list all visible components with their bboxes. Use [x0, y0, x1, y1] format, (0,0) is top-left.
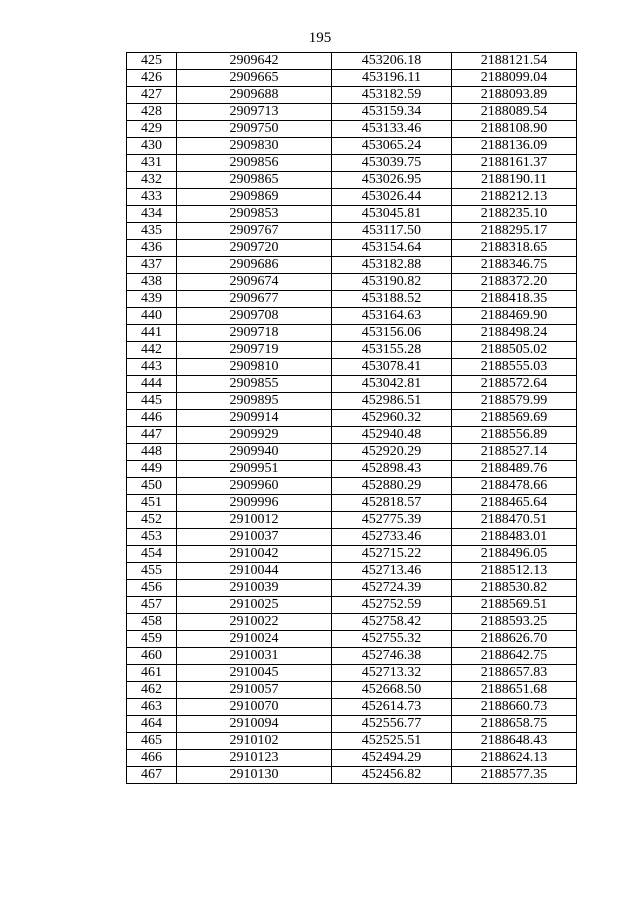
y-coordinate-cell: 2188593.25: [452, 614, 577, 631]
x-coordinate-cell: 452456.82: [332, 767, 452, 784]
id-cell: 2909674: [177, 274, 332, 291]
id-cell: 2909750: [177, 121, 332, 138]
point-number-cell: 460: [127, 648, 177, 665]
x-coordinate-cell: 452758.42: [332, 614, 452, 631]
table-row: [127, 631, 577, 648]
y-coordinate-cell: 2188318.65: [452, 240, 577, 257]
y-coordinate-cell: 2188569.51: [452, 597, 577, 614]
point-number-cell: 430: [127, 138, 177, 155]
table-row: [127, 750, 577, 767]
id-cell: 2909719: [177, 342, 332, 359]
y-coordinate-cell: 2188624.13: [452, 750, 577, 767]
id-cell: 2910044: [177, 563, 332, 580]
point-number-cell: 428: [127, 104, 177, 121]
id-cell: 2909895: [177, 393, 332, 410]
x-coordinate-cell: 452668.50: [332, 682, 452, 699]
table-row: [127, 155, 577, 172]
id-cell: 2909713: [177, 104, 332, 121]
id-cell: 2909853: [177, 206, 332, 223]
id-cell: 2909708: [177, 308, 332, 325]
table-row: [127, 546, 577, 563]
table-row: [127, 614, 577, 631]
id-cell: 2909940: [177, 444, 332, 461]
table-row: [127, 563, 577, 580]
point-number-cell: 458: [127, 614, 177, 631]
y-coordinate-cell: 2188657.83: [452, 665, 577, 682]
point-number-cell: 431: [127, 155, 177, 172]
point-number-cell: 467: [127, 767, 177, 784]
table-row: [127, 53, 577, 70]
y-coordinate-cell: 2188579.99: [452, 393, 577, 410]
y-coordinate-cell: 2188642.75: [452, 648, 577, 665]
y-coordinate-cell: 2188161.37: [452, 155, 577, 172]
point-number-cell: 456: [127, 580, 177, 597]
coordinates-table-body: [127, 53, 577, 784]
point-number-cell: 444: [127, 376, 177, 393]
x-coordinate-cell: 453078.41: [332, 359, 452, 376]
table-row: [127, 512, 577, 529]
x-coordinate-cell: 452733.46: [332, 529, 452, 546]
y-coordinate-cell: 2188496.05: [452, 546, 577, 563]
x-coordinate-cell: 452715.22: [332, 546, 452, 563]
x-coordinate-cell: 453164.63: [332, 308, 452, 325]
id-cell: 2909914: [177, 410, 332, 427]
y-coordinate-cell: 2188512.13: [452, 563, 577, 580]
point-number-cell: 443: [127, 359, 177, 376]
x-coordinate-cell: 452960.32: [332, 410, 452, 427]
y-coordinate-cell: 2188418.35: [452, 291, 577, 308]
point-number-cell: 426: [127, 70, 177, 87]
x-coordinate-cell: 452940.48: [332, 427, 452, 444]
id-cell: 2910031: [177, 648, 332, 665]
y-coordinate-cell: 2188577.35: [452, 767, 577, 784]
id-cell: 2909718: [177, 325, 332, 342]
y-coordinate-cell: 2188648.43: [452, 733, 577, 750]
table-row: [127, 172, 577, 189]
id-cell: 2909856: [177, 155, 332, 172]
point-number-cell: 433: [127, 189, 177, 206]
x-coordinate-cell: 452880.29: [332, 478, 452, 495]
point-number-cell: 452: [127, 512, 177, 529]
id-cell: 2910025: [177, 597, 332, 614]
point-number-cell: 457: [127, 597, 177, 614]
table-row: [127, 427, 577, 444]
point-number-cell: 464: [127, 716, 177, 733]
x-coordinate-cell: 453117.50: [332, 223, 452, 240]
table-row: [127, 699, 577, 716]
x-coordinate-cell: 452752.59: [332, 597, 452, 614]
y-coordinate-cell: 2188136.09: [452, 138, 577, 155]
table-row: [127, 138, 577, 155]
point-number-cell: 435: [127, 223, 177, 240]
y-coordinate-cell: 2188469.90: [452, 308, 577, 325]
table-row: [127, 121, 577, 138]
x-coordinate-cell: 452746.38: [332, 648, 452, 665]
y-coordinate-cell: 2188572.64: [452, 376, 577, 393]
id-cell: 2910094: [177, 716, 332, 733]
y-coordinate-cell: 2188651.68: [452, 682, 577, 699]
table-row: [127, 376, 577, 393]
y-coordinate-cell: 2188626.70: [452, 631, 577, 648]
x-coordinate-cell: 452494.29: [332, 750, 452, 767]
y-coordinate-cell: 2188556.89: [452, 427, 577, 444]
table-row: [127, 716, 577, 733]
table-row: [127, 410, 577, 427]
id-cell: 2909951: [177, 461, 332, 478]
point-number-cell: 437: [127, 257, 177, 274]
table-row: [127, 359, 577, 376]
table-row: [127, 325, 577, 342]
id-cell: 2910039: [177, 580, 332, 597]
x-coordinate-cell: 452755.32: [332, 631, 452, 648]
point-number-cell: 459: [127, 631, 177, 648]
x-coordinate-cell: 453182.88: [332, 257, 452, 274]
id-cell: 2909642: [177, 53, 332, 70]
y-coordinate-cell: 2188505.02: [452, 342, 577, 359]
x-coordinate-cell: 453042.81: [332, 376, 452, 393]
y-coordinate-cell: 2188295.17: [452, 223, 577, 240]
point-number-cell: 453: [127, 529, 177, 546]
table-row: [127, 580, 577, 597]
point-number-cell: 438: [127, 274, 177, 291]
table-row: [127, 597, 577, 614]
table-row: [127, 189, 577, 206]
id-cell: 2909865: [177, 172, 332, 189]
point-number-cell: 446: [127, 410, 177, 427]
x-coordinate-cell: 453026.44: [332, 189, 452, 206]
x-coordinate-cell: 452614.73: [332, 699, 452, 716]
x-coordinate-cell: 452525.51: [332, 733, 452, 750]
point-number-cell: 448: [127, 444, 177, 461]
y-coordinate-cell: 2188489.76: [452, 461, 577, 478]
table-row: [127, 767, 577, 784]
page-number: 195: [308, 30, 332, 46]
point-number-cell: 465: [127, 733, 177, 750]
y-coordinate-cell: 2188372.20: [452, 274, 577, 291]
y-coordinate-cell: 2188530.82: [452, 580, 577, 597]
id-cell: 2909855: [177, 376, 332, 393]
table-row: [127, 274, 577, 291]
x-coordinate-cell: 453156.06: [332, 325, 452, 342]
point-number-cell: 461: [127, 665, 177, 682]
y-coordinate-cell: 2188235.10: [452, 206, 577, 223]
y-coordinate-cell: 2188660.73: [452, 699, 577, 716]
y-coordinate-cell: 2188483.01: [452, 529, 577, 546]
table-row: [127, 393, 577, 410]
point-number-cell: 440: [127, 308, 177, 325]
id-cell: 2910123: [177, 750, 332, 767]
table-row: [127, 240, 577, 257]
table-row: [127, 342, 577, 359]
id-cell: 2909688: [177, 87, 332, 104]
point-number-cell: 451: [127, 495, 177, 512]
id-cell: 2910045: [177, 665, 332, 682]
y-coordinate-cell: 2188470.51: [452, 512, 577, 529]
id-cell: 2910042: [177, 546, 332, 563]
y-coordinate-cell: 2188212.13: [452, 189, 577, 206]
point-number-cell: 441: [127, 325, 177, 342]
x-coordinate-cell: 453133.46: [332, 121, 452, 138]
table-row: [127, 682, 577, 699]
table-row: [127, 257, 577, 274]
x-coordinate-cell: 453045.81: [332, 206, 452, 223]
point-number-cell: 463: [127, 699, 177, 716]
x-coordinate-cell: 452713.32: [332, 665, 452, 682]
table-row: [127, 104, 577, 121]
id-cell: 2909677: [177, 291, 332, 308]
x-coordinate-cell: 453190.82: [332, 274, 452, 291]
y-coordinate-cell: 2188190.11: [452, 172, 577, 189]
x-coordinate-cell: 453039.75: [332, 155, 452, 172]
id-cell: 2910057: [177, 682, 332, 699]
y-coordinate-cell: 2188108.90: [452, 121, 577, 138]
id-cell: 2910130: [177, 767, 332, 784]
id-cell: 2909810: [177, 359, 332, 376]
table-row: [127, 70, 577, 87]
id-cell: 2909720: [177, 240, 332, 257]
x-coordinate-cell: 453065.24: [332, 138, 452, 155]
y-coordinate-cell: 2188498.24: [452, 325, 577, 342]
point-number-cell: 462: [127, 682, 177, 699]
table-row: [127, 478, 577, 495]
point-number-cell: 466: [127, 750, 177, 767]
x-coordinate-cell: 453182.59: [332, 87, 452, 104]
table-row: [127, 529, 577, 546]
x-coordinate-cell: 452986.51: [332, 393, 452, 410]
id-cell: 2909869: [177, 189, 332, 206]
y-coordinate-cell: 2188569.69: [452, 410, 577, 427]
y-coordinate-cell: 2188099.04: [452, 70, 577, 87]
table-row: [127, 291, 577, 308]
point-number-cell: 429: [127, 121, 177, 138]
id-cell: 2909665: [177, 70, 332, 87]
id-cell: 2909830: [177, 138, 332, 155]
x-coordinate-cell: 453155.28: [332, 342, 452, 359]
x-coordinate-cell: 453154.64: [332, 240, 452, 257]
table-row: [127, 461, 577, 478]
table-row: [127, 308, 577, 325]
y-coordinate-cell: 2188658.75: [452, 716, 577, 733]
table-row: [127, 665, 577, 682]
point-number-cell: 449: [127, 461, 177, 478]
x-coordinate-cell: 452775.39: [332, 512, 452, 529]
y-coordinate-cell: 2188465.64: [452, 495, 577, 512]
point-number-cell: 442: [127, 342, 177, 359]
id-cell: 2909767: [177, 223, 332, 240]
id-cell: 2909960: [177, 478, 332, 495]
table-row: [127, 223, 577, 240]
id-cell: 2910070: [177, 699, 332, 716]
y-coordinate-cell: 2188478.66: [452, 478, 577, 495]
y-coordinate-cell: 2188555.03: [452, 359, 577, 376]
x-coordinate-cell: 453159.34: [332, 104, 452, 121]
x-coordinate-cell: 452556.77: [332, 716, 452, 733]
id-cell: 2910022: [177, 614, 332, 631]
x-coordinate-cell: 452818.57: [332, 495, 452, 512]
y-coordinate-cell: 2188093.89: [452, 87, 577, 104]
y-coordinate-cell: 2188089.54: [452, 104, 577, 121]
point-number-cell: 432: [127, 172, 177, 189]
table-row: [127, 648, 577, 665]
x-coordinate-cell: 452713.46: [332, 563, 452, 580]
point-number-cell: 447: [127, 427, 177, 444]
id-cell: 2909929: [177, 427, 332, 444]
point-number-cell: 436: [127, 240, 177, 257]
id-cell: 2909686: [177, 257, 332, 274]
y-coordinate-cell: 2188527.14: [452, 444, 577, 461]
table-row: [127, 87, 577, 104]
x-coordinate-cell: 452920.29: [332, 444, 452, 461]
id-cell: 2910102: [177, 733, 332, 750]
x-coordinate-cell: 453026.95: [332, 172, 452, 189]
table-row: [127, 444, 577, 461]
table-row: [127, 495, 577, 512]
coordinates-table: [126, 52, 577, 784]
point-number-cell: 434: [127, 206, 177, 223]
point-number-cell: 427: [127, 87, 177, 104]
table-row: [127, 206, 577, 223]
x-coordinate-cell: 453196.11: [332, 70, 452, 87]
point-number-cell: 439: [127, 291, 177, 308]
point-number-cell: 425: [127, 53, 177, 70]
point-number-cell: 450: [127, 478, 177, 495]
x-coordinate-cell: 453188.52: [332, 291, 452, 308]
y-coordinate-cell: 2188121.54: [452, 53, 577, 70]
point-number-cell: 445: [127, 393, 177, 410]
x-coordinate-cell: 452898.43: [332, 461, 452, 478]
table-row: [127, 733, 577, 750]
x-coordinate-cell: 452724.39: [332, 580, 452, 597]
id-cell: 2910024: [177, 631, 332, 648]
x-coordinate-cell: 453206.18: [332, 53, 452, 70]
point-number-cell: 454: [127, 546, 177, 563]
id-cell: 2910037: [177, 529, 332, 546]
id-cell: 2909996: [177, 495, 332, 512]
id-cell: 2910012: [177, 512, 332, 529]
y-coordinate-cell: 2188346.75: [452, 257, 577, 274]
point-number-cell: 455: [127, 563, 177, 580]
